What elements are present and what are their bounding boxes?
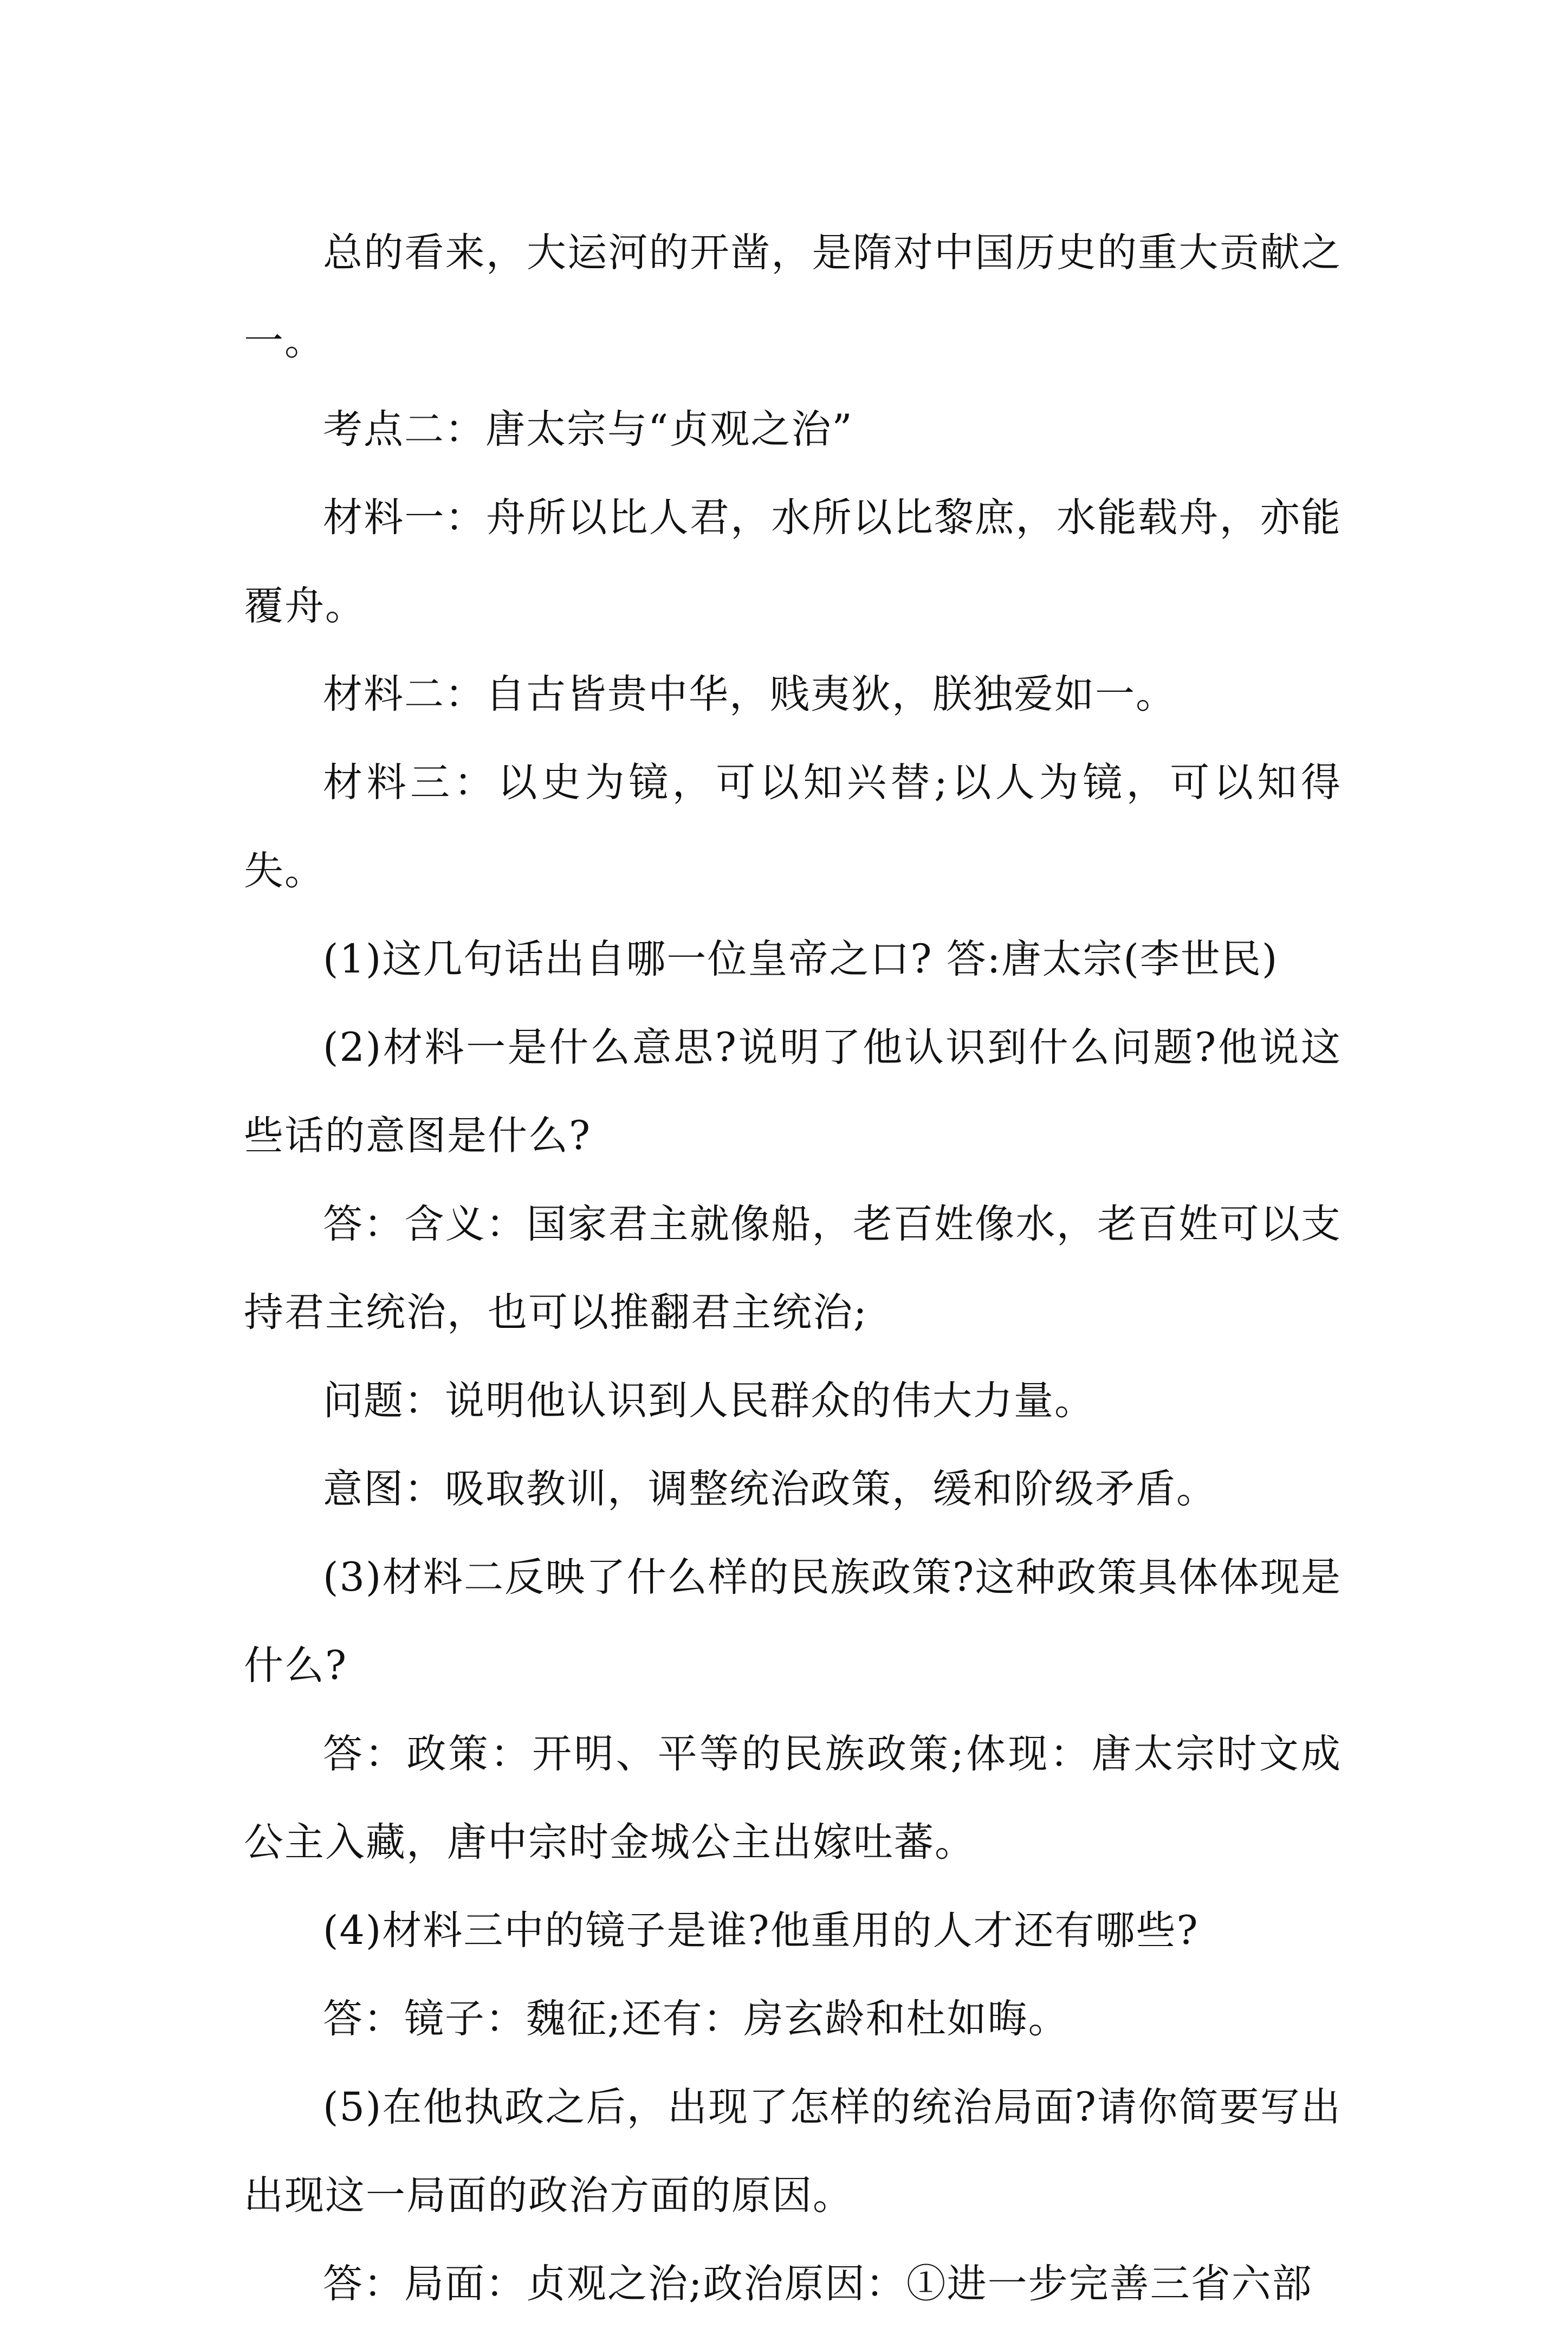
section-heading-key-point-two: 考点二：唐太宗与“贞观之治”	[323, 406, 853, 452]
answer-two-intent: 意图：吸取教训，调整统治政策，缓和阶级矛盾。	[323, 1466, 1217, 1512]
answer-three: 答：政策：开明、平等的民族政策;体现：唐太宗时文成公主入藏，唐中宗时金城公主出嫁吐蕃。	[244, 1731, 1342, 1865]
answer-two-problem: 问题：说明他认识到人民群众的伟大力量。	[323, 1378, 1095, 1424]
answer-four: 答：镜子：魏征;还有：房玄龄和杜如晦。	[323, 1996, 1069, 2042]
answer-two-meaning: 答：含义：国家君主就像船，老百姓像水，老百姓可以支持君主统治，也可以推翻君主统治;	[244, 1201, 1342, 1335]
answer-five: 答：局面：贞观之治;政治原因：①进一步完善三省六部	[323, 2261, 1313, 2307]
paragraph-material-two: 材料二：自古皆贵中华，贱夷狄，朕独爱如一。	[323, 671, 1176, 717]
paragraph-material-one: 材料一：舟所以比人君，水所以比黎庶，水能载舟，亦能覆舟。	[244, 495, 1342, 629]
question-five: (5)在他执政之后，出现了怎样的统治局面?请你简要写出出现这一局面的政治方面的原因。	[244, 2084, 1342, 2219]
document-body	[244, 209, 1342, 2328]
question-one: (1)这几句话出自哪一位皇帝之口? 答:唐太宗(李世民)	[323, 936, 1279, 982]
question-two: (2)材料一是什么意思?说明了他认识到什么问题?他说这些话的意图是什么?	[244, 1024, 1342, 1159]
question-four: (4)材料三中的镜子是谁?他重用的人才还有哪些?	[323, 1908, 1199, 1954]
paragraph-grand-canal-summary: 总的看来，大运河的开凿，是隋对中国历史的重大贡献之一。	[244, 230, 1342, 364]
question-three: (3)材料二反映了什么样的民族政策?这种政策具体体现是什么?	[244, 1554, 1342, 1689]
paragraph-material-three: 材料三：以史为镜，可以知兴替;以人为镜，可以知得失。	[244, 760, 1342, 894]
